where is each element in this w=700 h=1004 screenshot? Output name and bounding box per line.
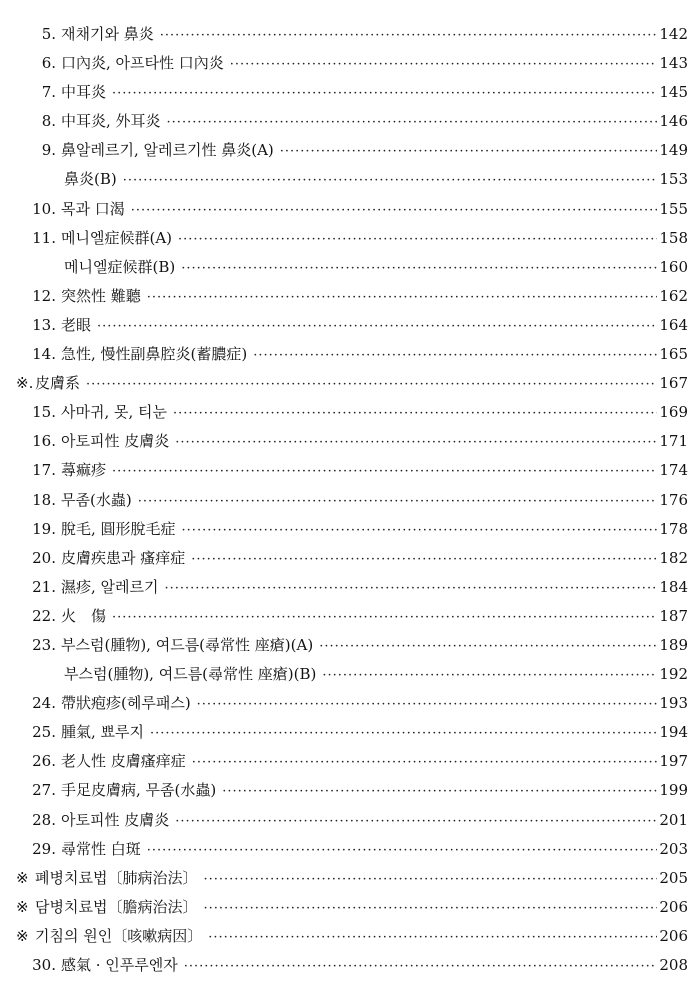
toc-entry-page-number: 142 [659,25,688,43]
toc-entry[interactable] [0,747,700,776]
dot-leader [147,836,658,865]
toc-entry-page-number: 155 [659,199,688,218]
toc-entry[interactable] [0,922,700,951]
dot-leader [112,79,657,108]
toc-entry[interactable] [0,224,700,253]
toc-entry-body [61,776,688,806]
toc-entry-title: 老人性 皮膚瘙痒症 [61,752,186,771]
toc-entry[interactable] [0,49,700,78]
toc-entry[interactable] [0,660,700,689]
toc-entry-title: 口內炎, 아프타性 口內炎 [61,54,224,73]
toc-entry[interactable] [0,631,700,660]
dot-leader [181,254,657,283]
dot-leader [150,719,657,748]
toc-entry-number: 9. [41,141,56,160]
toc-entry-number: ※ [16,868,29,887]
toc-entry-body [61,515,688,545]
toc-entry-body [61,718,688,748]
toc-entry-body [61,951,688,981]
toc-entry-number: 7. [41,83,56,102]
toc-entry-page-number: 145 [659,83,688,102]
toc-entry-body [61,747,688,777]
dot-leader [203,865,657,894]
toc-entry-body [61,689,688,719]
dot-leader [253,341,657,370]
toc-entry-page-number: 167 [659,374,688,393]
toc-entry-page-number: 169 [659,403,688,422]
toc-entry-page-number: 149 [659,141,688,160]
toc-entry-title: 突然性 難聽 [61,286,141,305]
toc-entry-number: ※ [16,897,29,916]
toc-entry[interactable] [0,689,700,718]
toc-entry-body [61,631,688,661]
toc-entry-page-number: 162 [659,286,688,305]
toc-entry-body [61,78,688,108]
dot-leader [222,777,657,806]
dot-leader [123,166,658,195]
toc-entry-title: 帶狀疱疹(헤루패스) [61,694,191,713]
toc-entry[interactable] [0,806,700,835]
toc-entry[interactable] [0,398,700,427]
toc-entry-number: 15. [32,403,56,422]
toc-entry-number: 27. [32,781,56,800]
toc-entry-title: 感氣 · 인푸루엔자 [61,956,178,974]
toc-entry-title: 皮膚疾患과 瘙痒症 [61,548,186,567]
toc-entry-title: 목과 口渴 [61,199,125,218]
toc-entry-page-number: 182 [659,548,688,567]
toc-entry-number: 29. [32,839,56,858]
toc-entry[interactable] [0,893,700,922]
toc-entry-body [61,195,688,225]
toc-entry-page-number: 201 [659,810,688,829]
toc-entry-page-number: 184 [659,577,688,596]
toc-entry-number: 17. [32,461,56,480]
toc-entry-body [61,20,688,50]
dot-leader [182,516,658,545]
dot-leader [319,632,657,661]
toc-entry-page-number: 165 [659,345,688,364]
toc-entry-number: 18. [32,490,56,509]
toc-entry[interactable] [0,20,700,49]
toc-entry-title: 아토피性 皮膚炎 [61,810,170,829]
toc-entry-number: 6. [41,54,56,73]
dot-leader [97,312,657,341]
toc-entry-page-number: 143 [659,54,688,73]
dot-leader [322,661,657,690]
toc-entry[interactable] [0,311,700,340]
table-of-contents [0,20,700,980]
toc-entry-title: 부스럼(腫物), 여드름(尋常性 座瘡)(A) [61,635,314,654]
dot-leader [280,137,658,166]
toc-entry-title: 老眼 [61,315,92,334]
toc-entry-title: 腫氣, 뾰루지 [61,723,145,742]
toc-entry-number: 22. [32,606,56,625]
toc-entry-title: 皮膚系 [35,374,81,393]
toc-entry-body [61,573,688,603]
toc-entry-page-number: 206 [659,926,688,945]
toc-entry[interactable] [0,776,700,805]
toc-entry[interactable] [0,369,700,398]
toc-entry-page-number: 178 [659,519,688,538]
dot-leader [165,574,658,603]
dot-leader [112,457,657,486]
toc-entry-page-number: 187 [659,606,688,625]
toc-entry-title: 手足皮膚病, 무좀(水蟲) [61,781,217,800]
toc-entry[interactable] [0,718,700,747]
toc-entry-title: 脫毛, 圓形脫毛症 [61,519,176,538]
dot-leader [175,428,657,457]
toc-entry-body [35,893,688,923]
toc-entry-number: 20. [32,548,56,567]
toc-entry-body [61,224,688,254]
toc-entry-page-number: 194 [659,723,688,742]
toc-entry[interactable] [0,340,700,369]
toc-entry-page-number: 164 [659,315,688,334]
toc-entry-number: 13. [32,315,56,334]
toc-entry-body [61,544,688,574]
toc-entry[interactable] [0,427,700,456]
toc-entry-page-number: 205 [659,868,688,887]
toc-entry-body [61,456,688,486]
dot-leader [138,487,658,516]
toc-entry-title: 蕁痲疹 [61,461,107,480]
toc-entry-title: 아토피性 皮膚炎 [61,432,170,451]
toc-entry-page-number: 160 [659,257,688,276]
toc-entry[interactable] [0,78,700,107]
toc-entry-title: 사마귀, 못, 티눈 [61,403,168,422]
dot-leader [173,399,657,428]
toc-entry-page-number: 206 [659,897,688,916]
toc-entry-number: 26. [32,752,56,771]
toc-entry-page-number: 197 [659,752,688,771]
toc-entry[interactable] [0,165,700,194]
toc-entry-number: ※ [16,926,29,945]
toc-entry[interactable] [0,835,700,864]
toc-entry-number: 25. [32,723,56,742]
toc-entry-title: 폐병치료법〔肺病治法〕 [35,868,198,887]
toc-entry-body [61,282,688,312]
toc-entry-title: 부스럼(腫物), 여드름(尋常性 座瘡)(B) [64,665,317,684]
dot-leader [167,108,658,137]
dot-leader [197,690,658,719]
dot-leader [203,894,657,923]
toc-entry[interactable] [0,456,700,485]
toc-entry[interactable] [0,515,700,544]
toc-entry-body [61,486,688,516]
toc-entry-page-number: 193 [659,694,688,713]
toc-entry-page-number: 153 [659,170,688,189]
toc-entry-body [35,864,688,894]
toc-entry-body [61,49,688,79]
dot-leader [131,196,658,225]
toc-entry-body [61,107,688,137]
toc-entry-body [61,427,688,457]
toc-entry-page-number: 192 [659,665,688,684]
toc-entry-page-number: 203 [659,839,688,858]
toc-entry[interactable] [0,282,700,311]
toc-entry-title: 中耳炎, 外耳炎 [61,112,161,131]
toc-entry-body [64,660,688,690]
toc-entry-title: 火 傷 [61,606,107,625]
toc-entry[interactable] [0,195,700,224]
toc-entry-title: 메니엘症候群(A) [61,228,173,247]
toc-entry-page-number: 146 [659,112,688,131]
toc-entry[interactable] [0,602,700,631]
dot-leader [86,370,657,399]
dot-leader [208,923,657,952]
toc-entry-title: 메니엘症候群(B) [64,257,176,276]
toc-entry-title: 무좀(水蟲) [61,490,132,509]
toc-entry-page-number: 199 [659,781,688,800]
toc-entry[interactable] [0,253,700,282]
toc-entry-body [35,922,688,952]
toc-entry-number: 8. [41,112,56,131]
toc-entry-body [61,398,688,428]
toc-entry-body [61,806,688,836]
toc-entry-number: 12. [32,286,56,305]
dot-leader [160,21,658,50]
toc-entry[interactable] [0,864,700,893]
toc-entry[interactable] [0,136,700,165]
toc-entry-number: 23. [32,635,56,654]
toc-entry-title: 기침의 원인〔咳嗽病因〕 [35,926,203,945]
toc-entry-title: 鼻알레르기, 알레르기性 鼻炎(A) [61,141,274,160]
toc-entry-number: 21. [32,577,56,596]
toc-entry-body [64,253,688,283]
dot-leader [175,807,657,836]
toc-entry[interactable] [0,486,700,515]
toc-entry[interactable] [0,544,700,573]
toc-entry-title: 尋常性 白斑 [61,839,141,858]
toc-entry-number: 5. [41,25,56,43]
toc-entry-body [64,165,688,195]
toc-entry-body [61,835,688,865]
toc-entry-page-number: 176 [659,490,688,509]
toc-entry[interactable] [0,951,700,980]
toc-entry-title: 急性, 慢性副鼻腔炎(蓄膿症) [61,345,248,364]
toc-entry-page-number: 174 [659,461,688,480]
toc-entry-number: 14. [32,345,56,364]
toc-entry-body [61,602,688,632]
toc-entry-number: 19. [32,519,56,538]
toc-entry-page-number: 208 [659,956,688,974]
toc-entry-title: 中耳炎 [61,83,107,102]
toc-entry-title: 담병치료법〔膽病治法〕 [35,897,198,916]
toc-entry-page-number: 158 [659,228,688,247]
dot-leader [178,225,657,254]
dot-leader [147,283,658,312]
toc-entry-title: 濕疹, 알레르기 [61,577,159,596]
toc-entry-number: 11. [32,228,56,247]
toc-entry-title: 재채기와 鼻炎 [61,25,154,43]
toc-entry-page-number: 171 [659,432,688,451]
toc-entry-number: 10. [32,199,56,218]
toc-entry-body [61,311,688,341]
toc-entry-body [61,136,688,166]
dot-leader [184,952,658,981]
toc-entry-number: 30. [32,956,56,974]
toc-entry-page-number: 189 [659,635,688,654]
toc-entry-body [35,369,688,399]
dot-leader [191,545,657,574]
toc-entry-body [61,340,688,370]
toc-entry-number: ※. [16,374,34,393]
dot-leader [192,748,658,777]
toc-entry-number: 24. [32,694,56,713]
dot-leader [112,603,657,632]
toc-entry[interactable] [0,107,700,136]
toc-entry-title: 鼻炎(B) [64,170,117,189]
toc-entry-number: 28. [32,810,56,829]
toc-entry-number: 16. [32,432,56,451]
dot-leader [230,50,658,79]
toc-entry[interactable] [0,573,700,602]
